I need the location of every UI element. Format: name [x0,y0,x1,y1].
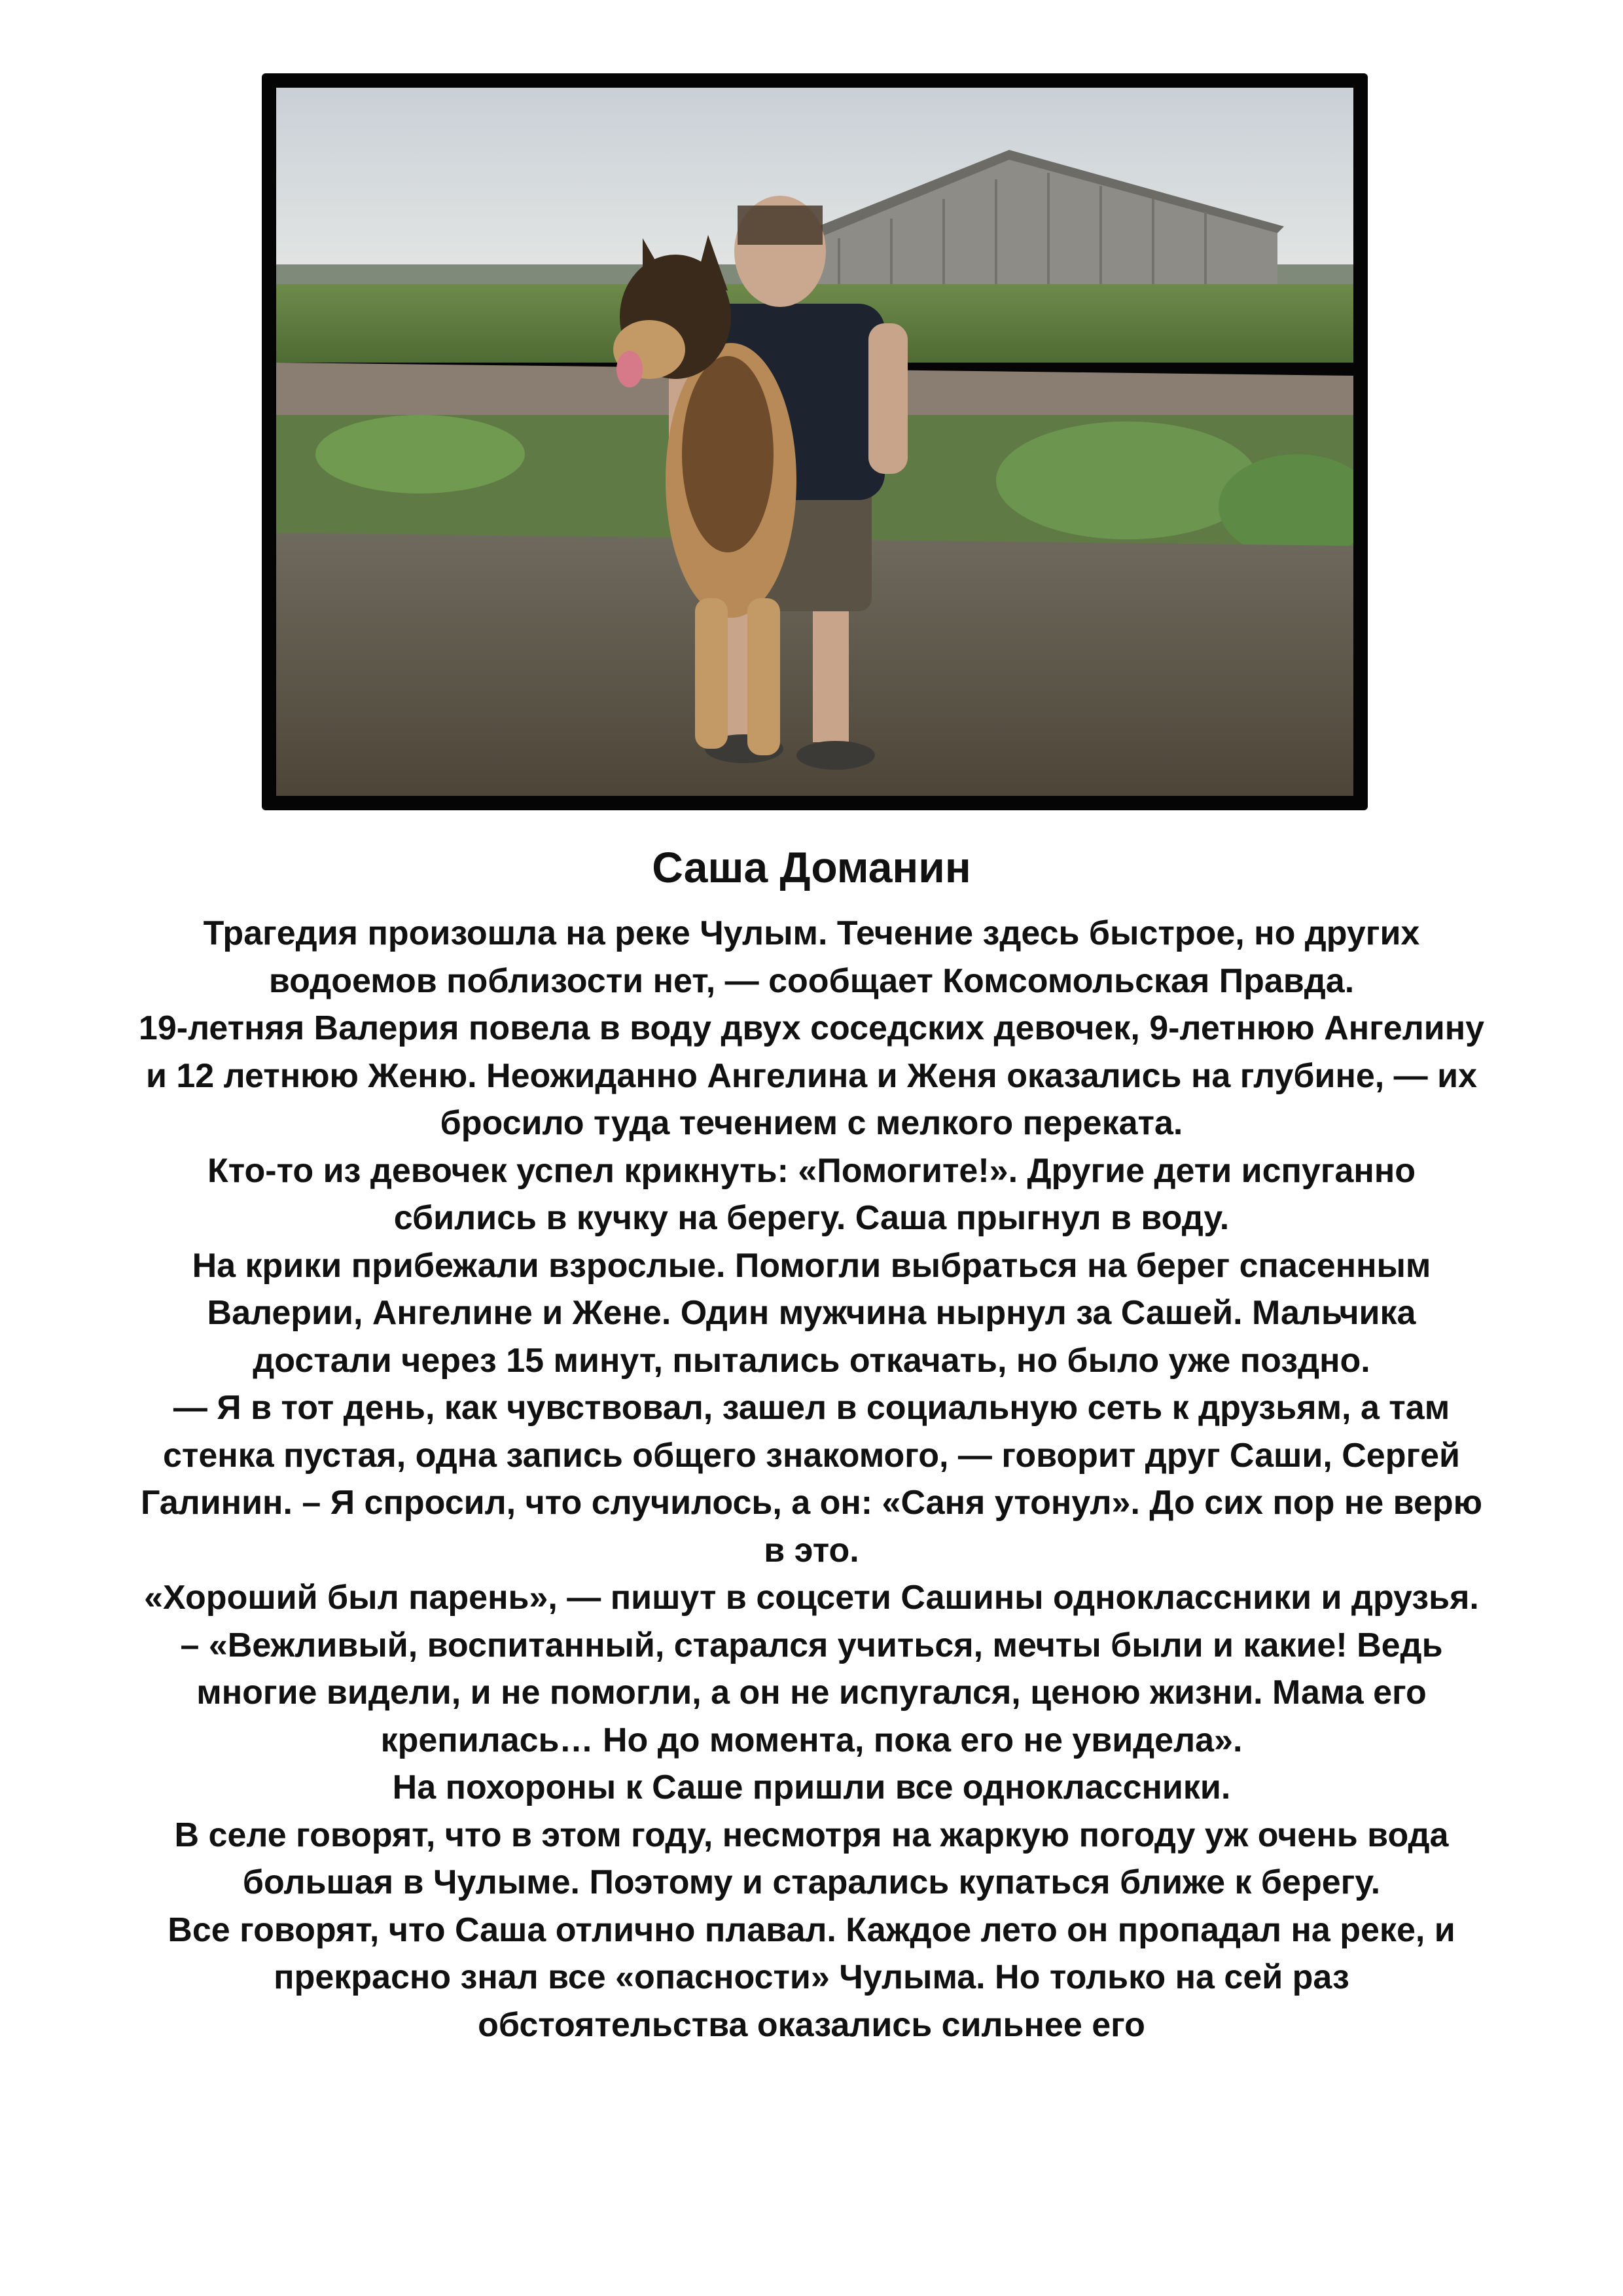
paragraph: Кто-то из девочек успел крикнуть: «Помогите!». Другие дети испуганно сбились в кучку на берегу. Саша прыгнул в воду. [207,1151,1416,1237]
paragraph: На похороны к Саше пришли все одноклассники. [392,1768,1231,1806]
paragraph: Все говорят, что Саша отлично плавал. Каждое лето он пропадал на реке, и прекрасно знал все «опасности» Чулыма. Но только на сей раз обстоятельства оказались сильнее его [168,1910,1455,2044]
photo-boy-with-dog-icon [276,88,1353,796]
paragraph: В селе говорят, что в этом году, несмотря на жаркую погоду уж очень вода большая в Чулыме. Поэтому и старались купаться ближе к берегу. [174,1816,1449,1901]
paragraph: 19-летняя Валерия повела в воду двух соседских девочек, 9-летнюю Ангелину и 12 летнюю Женю. Неожиданно Ангелина и Женя оказались на глубине, — их бросило туда течением с мелкого переката. [138,1009,1485,1142]
paragraph: — Я в тот день, как чувствовал, зашел в социальную сеть к друзьям, а там стенка пустая, одна запись общего знакомого, — говорит друг Саши, Сергей Галинин. – Я спросил, что случилось, а он: «Саня утонул». До сих пор не верю в это. [140,1389,1483,1570]
article-title: Саша Доманин [652,843,971,891]
article-body [137,910,1486,2049]
paragraph: Трагедия произошла на реке Чулым. Течение здесь быстрое, но других водоемов поблизости нет, — сообщает Комсомольская Правда. [203,914,1420,1000]
photo-frame [262,73,1368,810]
paragraph: На крики прибежали взрослые. Помогли выбраться на берег спасенным Валерии, Ангелине и Жене. Один мужчина нырнул за Сашей. Мальчика достали через 15 минут, пытались откачать, но было уже поздно. [192,1246,1431,1380]
paragraph: «Хороший был парень», — пишут в соцсети Сашины одноклассники и друзья. – «Вежливый, воспитанный, старался учиться, мечты были и какие! Ведь многие видели, и не помогли, а он не испугался, ценою жизни. Мама его крепилась… Но до момента, пока его не увидела». [144,1579,1479,1759]
